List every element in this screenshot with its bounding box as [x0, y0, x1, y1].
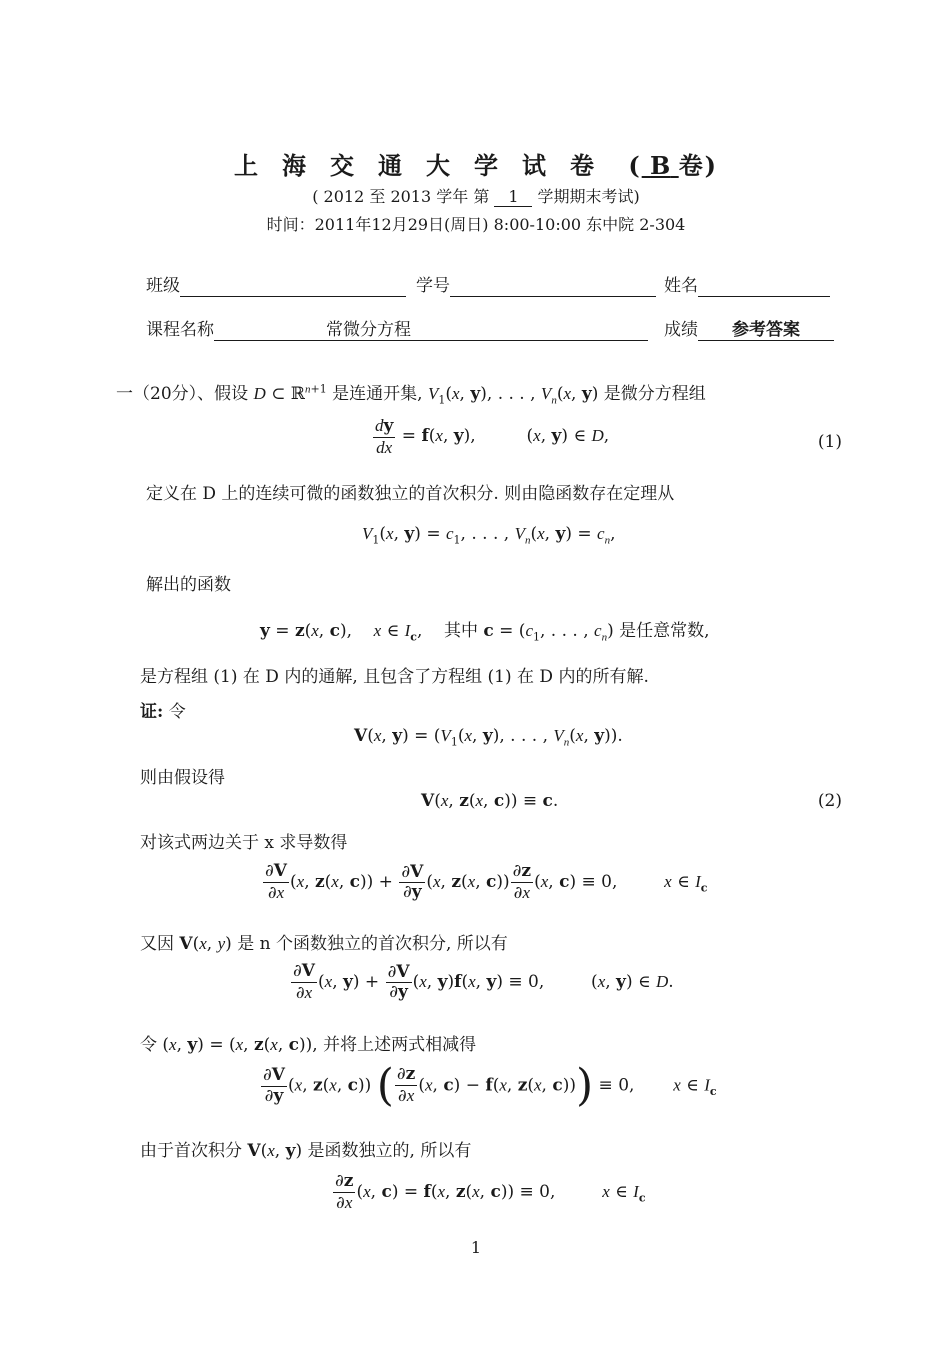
final-equation: $\frac{\partial z}{\partial x}$ (x, c) = f(x, z(x, c)) ≡ 0, x ∈ $I_c$ [335, 1171, 646, 1213]
exam-subtitle-time: 时间：2011年12月29日(周日) 8:00-10:00 东中院 2-304 [266, 215, 686, 234]
page-number: 1 [470, 1238, 482, 1257]
because-text: 又因 V(x, y) 是 n 个函数独立的首次积分, 所以有 [140, 934, 508, 954]
title-exam-version: B [650, 151, 671, 180]
derivative-equation: $\frac{\partial V}{\partial x}$ (x, z(x, c)) + $\frac{\partial V}{\partial y}$ (x, z(x, c)) $\frac{\partial z}{\partial x}$ (x, c) ≡ 0, x ∈ $I_c$ [265, 861, 708, 903]
first-integral-equation: $\frac{\partial V}{\partial x}$ (x, y) + $\frac{\partial V}{\partial y}$ (x, y)f(x, y) ≡ 0, (x, y) ∈ D. [293, 961, 674, 1003]
title-paren-close: 卷) [678, 151, 719, 180]
proof-label: 证: [140, 702, 164, 722]
title-main: 上海交通大学试卷 [233, 151, 618, 180]
proof-start: 证: 令 [140, 702, 186, 722]
course-name: 常微分方程 [326, 320, 411, 340]
conclusion-text: 是方程组 (1) 在 D 内的通解, 且包含了方程组 (1) 在 D 内的所有解. [140, 667, 649, 687]
v-definition: V(x, $y) = (V_1(x$, y), . . . , $V_n(x$, y)). [354, 726, 623, 749]
score-field: 成绩 参考答案 [664, 315, 834, 341]
semester-number: 1 [494, 187, 532, 207]
equation-2-number: (2) [817, 791, 842, 811]
subtraction-equation: $\frac{\partial V}{\partial y}$ (x, z(x, c)) ( $\frac{\partial z}{\partial x}$ (x, c) − f(x, z(x, c))) ≡ 0, x ∈ $I_c$ [263, 1060, 717, 1111]
exam-subtitle-semester: ( 2012 至 2013 学年 第 1 学期期末考试) [312, 187, 640, 206]
implicit-equations: $V_1(x$, $y) = c_1$, . . . , $V_n(x$, $y) = c_n$, [362, 524, 616, 547]
score-value: 参考答案 [698, 315, 834, 341]
general-solution-line: y = z(x, c), x ∈ $I_c$, 其中 $c = (c_1$, . . . , $c_n$) 是任意常数, [260, 621, 710, 644]
class-field: 班级 [146, 271, 406, 297]
equation-1-number: (1) [817, 432, 842, 452]
solve-text: 解出的函数 [146, 575, 231, 595]
definition-text: 定义在 D 上的连续可微的函数独立的首次积分. 则由隐函数存在定理从 [146, 484, 675, 504]
name-field: 姓名 [664, 271, 830, 297]
differentiate-text: 对该式两边关于 x 求导数得 [140, 833, 348, 853]
then-assume-text: 则由假设得 [140, 768, 225, 788]
substitute-text: 令 (x, y) = (x, z(x, c)), 并将上述两式相减得 [140, 1035, 477, 1055]
equation-1: $\frac{dy}{dx}$ = f(x, y), (x, y) ∈ D, [375, 416, 610, 457]
problem-intro: 一（20分）、假设 D ⊂ ℝ$^{n+1}$ 是连通开集, $V_1(x$, y), . . . , $V_n(x$, y) 是微分方程组 [116, 382, 706, 407]
student-id-field: 学号 [416, 271, 656, 297]
equation-2: V(x, z(x, c)) ≡ c. [421, 791, 559, 811]
course-field: 课程名称 常微分方程 [146, 315, 648, 341]
exam-title [0, 146, 952, 181]
since-text: 由于首次积分 V(x, y) 是函数独立的, 所以有 [140, 1141, 472, 1161]
title-paren-open: ( [628, 151, 642, 180]
